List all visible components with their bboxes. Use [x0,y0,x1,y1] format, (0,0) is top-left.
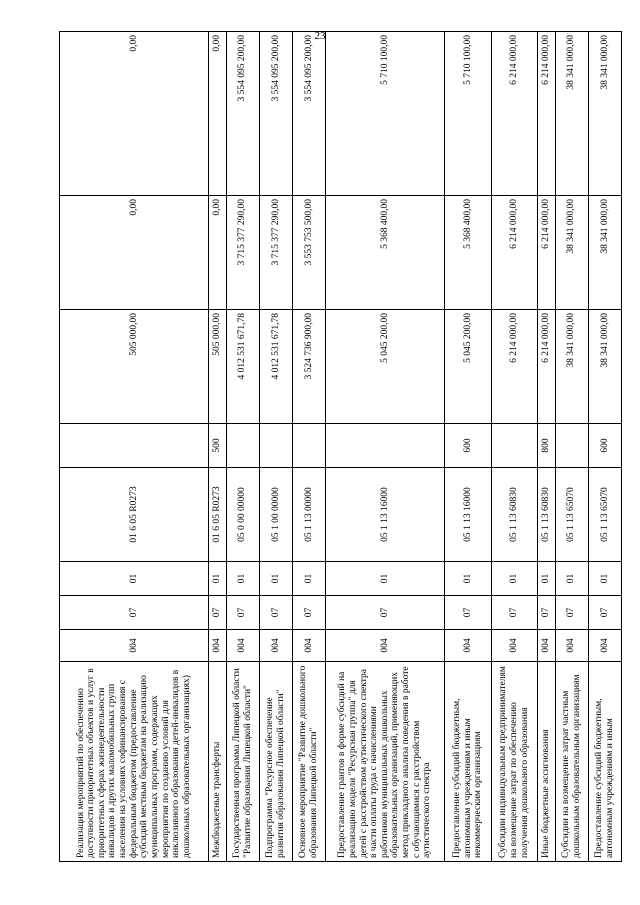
row-name: Реализация мероприятий по обеспечению доступности приоритетных объектов и услуг в приоритетных сферах жизнедеятельности инвалидов и других маломобильных групп населения на условиях софинансирования с федеральным бюджетом (предоставление субсидий местным бюджетам на реализацию муниципальных программ, содержащих мероприятия по созданию условий для инклюзивного образования детей-инвалидов в дошкольных образовательных организациях) [60,662,209,862]
amount-year-1: 38 341 000,00 [555,310,588,424]
ministry-code: 004 [555,630,588,662]
amount-year-2: 5 368 400,00 [326,196,445,310]
target-article: 05 1 13 65070 [588,468,621,562]
expense-type: 600 [588,424,621,468]
section-code: 07 [491,596,537,630]
amount-year-2: 6 214 000,00 [537,196,555,310]
row-name: Межбюджетные трансферты [209,662,227,862]
expense-type: 500 [209,424,227,468]
ministry-code: 004 [491,630,537,662]
expense-type [491,424,537,468]
amount-year-3: 3 554 095 200,00 [226,32,259,196]
ministry-code: 004 [259,630,292,662]
amount-year-2: 0,00 [209,196,227,310]
amount-year-3: 3 554 095 200,00 [292,32,325,196]
ministry-code: 004 [60,630,209,662]
row-name: Предоставление грантов в форме субсидий на реализацию модели "Ресурсная группа" для детей с расстройством аутистического спектра в части оплаты труда с начислениями работников муниципальных дошкольных образовательных организаций, применяющих метод прикладного анализа поведения в работе с обучающимися с расстройством аутистического спектра [326,662,445,862]
row-name: Государственная программа Липецкой области "Развитие образования Липецкой области" [226,662,259,862]
row-name: Подпрограмма "Ресурсное обеспечение развития образования Липецкой области" [259,662,292,862]
table-row [537,32,555,862]
section-code: 07 [326,596,445,630]
subsection-code: 01 [588,562,621,596]
table-row [226,32,259,862]
subsection-code: 01 [226,562,259,596]
amount-year-1: 3 524 736 900,00 [292,310,325,424]
subsection-code: 01 [537,562,555,596]
row-name: Субсидии индивидуальным предпринимателям на возмещение затрат по обеспечению получения дошкольного образования [491,662,537,862]
section-code: 07 [292,596,325,630]
table-row [326,32,445,862]
rotated-table-container [59,32,622,862]
amount-year-1: 38 341 000,00 [588,310,621,424]
amount-year-3: 5 710 100,00 [445,32,491,196]
table-row [209,32,227,862]
table-row [588,32,621,862]
subsection-code: 01 [491,562,537,596]
expense-type [226,424,259,468]
subsection-code: 01 [60,562,209,596]
row-name: Иные бюджетные ассигнования [537,662,555,862]
subsection-code: 01 [259,562,292,596]
expense-type [555,424,588,468]
section-code: 07 [555,596,588,630]
ministry-code: 004 [588,630,621,662]
subsection-code: 01 [209,562,227,596]
target-article: 05 1 13 16000 [326,468,445,562]
amount-year-1: 4 012 531 671,78 [226,310,259,424]
amount-year-1: 505 000,00 [60,310,209,424]
expense-type [60,424,209,468]
row-name: Предоставление субсидий бюджетным, автономным учреждениям и иным некоммерческим организациям [445,662,491,862]
amount-year-2: 3 715 377 290,00 [259,196,292,310]
target-article: 05 0 00 00000 [226,468,259,562]
amount-year-2: 6 214 000,00 [491,196,537,310]
subsection-code: 01 [292,562,325,596]
ministry-code: 004 [209,630,227,662]
amount-year-2: 38 341 000,00 [555,196,588,310]
table-row [445,32,491,862]
section-code: 07 [445,596,491,630]
amount-year-1: 5 045 200,00 [326,310,445,424]
amount-year-3: 3 554 095 200,00 [259,32,292,196]
amount-year-2: 38 341 000,00 [588,196,621,310]
amount-year-3: 5 710 100,00 [326,32,445,196]
amount-year-2: 5 368 400,00 [445,196,491,310]
table-row [555,32,588,862]
section-code: 07 [209,596,227,630]
ministry-code: 004 [226,630,259,662]
target-article: 05 1 13 60830 [491,468,537,562]
amount-year-1: 6 214 000,00 [537,310,555,424]
expense-type [292,424,325,468]
expense-type [259,424,292,468]
amount-year-3: 6 214 000,00 [491,32,537,196]
amount-year-2: 3 553 753 500,00 [292,196,325,310]
expense-type [326,424,445,468]
amount-year-1: 505 000,00 [209,310,227,424]
amount-year-3: 6 214 000,00 [537,32,555,196]
table-row [292,32,325,862]
amount-year-3: 0,00 [60,32,209,196]
ministry-code: 004 [292,630,325,662]
section-code: 07 [259,596,292,630]
amount-year-2: 0,00 [60,196,209,310]
expense-type: 800 [537,424,555,468]
target-article: 05 1 13 65070 [555,468,588,562]
section-code: 07 [537,596,555,630]
budget-table [59,31,622,862]
row-name: Субсидии на возмещение затрат частным дошкольным образовательным организациям [555,662,588,862]
section-code: 07 [588,596,621,630]
table-row [491,32,537,862]
target-article: 05 1 13 16000 [445,468,491,562]
subsection-code: 01 [445,562,491,596]
row-name: Основное мероприятие "Развитие дошкольного образования Липецкой области" [292,662,325,862]
ministry-code: 004 [326,630,445,662]
amount-year-3: 38 341 000,00 [555,32,588,196]
page-number: 23 [314,30,326,42]
target-article: 05 1 13 60830 [537,468,555,562]
table-row [60,32,209,862]
amount-year-3: 38 341 000,00 [588,32,621,196]
amount-year-2: 3 715 377 290,00 [226,196,259,310]
subsection-code: 01 [326,562,445,596]
section-code: 07 [226,596,259,630]
ministry-code: 004 [537,630,555,662]
amount-year-3: 0,00 [209,32,227,196]
amount-year-1: 4 012 531 671,78 [259,310,292,424]
target-article: 05 1 13 00000 [292,468,325,562]
subsection-code: 01 [555,562,588,596]
section-code: 07 [60,596,209,630]
row-name: Предоставление субсидий бюджетным, автономным учреждениям и иным [588,662,621,862]
target-article: 01 6 05 R0273 [60,468,209,562]
amount-year-1: 6 214 000,00 [491,310,537,424]
target-article: 05 1 00 00000 [259,468,292,562]
expense-type: 600 [445,424,491,468]
amount-year-1: 5 045 200,00 [445,310,491,424]
ministry-code: 004 [445,630,491,662]
table-row [259,32,292,862]
target-article: 01 6 05 R0273 [209,468,227,562]
